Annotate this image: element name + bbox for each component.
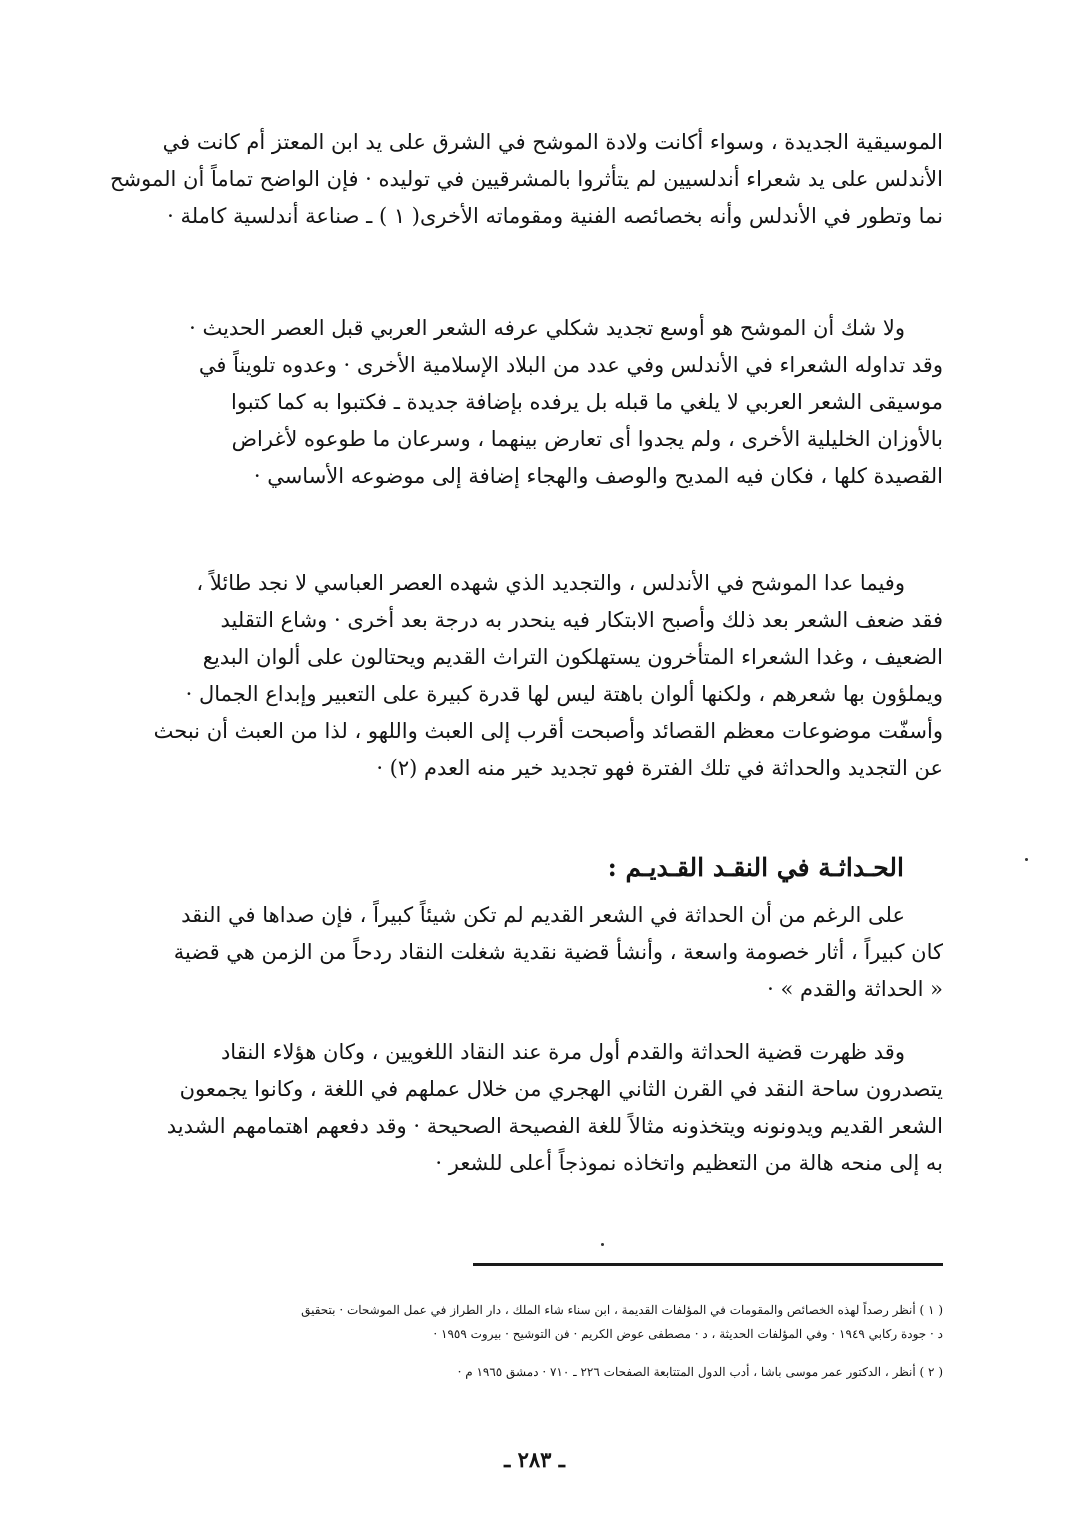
paragraph-line: وقد ظهرت قضية الحداثة والقدم أول مرة عند النقاد اللغويين ، وكان هؤلاء النقاد — [220, 1040, 905, 1064]
paragraph-5 — [93, 1034, 943, 1182]
paragraph-1 — [93, 124, 943, 235]
paragraph-line: الأندلس على يد شعراء أندلسيين لم يتأثروا بالمشرقيين في توليده · فإن الواضح تماماً أن الموشح — [109, 167, 943, 191]
paragraph-line: وقد تداوله الشعراء في الأندلس وفي عدد من البلاد الإسلامية الأخرى · وعدوه تلويناً في — [198, 353, 943, 377]
scan-speck — [601, 1243, 604, 1246]
paragraph-line: ولا شك أن الموشح هو أوسع تجديد شكلي عرفه الشعر العربي قبل العصر الحديث · — [189, 316, 905, 340]
paragraph-line: على الرغم من أن الحداثة في الشعر القديم لم تكن شيئاً كبيراً ، فإن صداها في النقد — [181, 903, 905, 927]
paragraph-line: « الحداثة والقدم » · — [767, 977, 943, 1001]
paragraph-line: به إلى منحه هالة من التعظيم واتخاذه نموذجاً أعلى للشعر · — [435, 1151, 943, 1175]
paragraph-line: كان كبيراً ، أثار خصومة واسعة ، وأنشأ قضية نقدية شغلت النقاد ردحاً من الزمن هي قضية — [173, 940, 943, 964]
footnotes — [93, 1298, 943, 1384]
paragraph-4 — [93, 897, 943, 1008]
page-number: ـ ٢٨٣ ـ — [504, 1447, 565, 1472]
scan-speck — [1025, 858, 1028, 861]
paragraph-3 — [93, 565, 943, 787]
paragraph-line: الموسيقية الجديدة ، وسواء أكانت ولادة الموشح في الشرق على يد ابن المعتز أم كانت في — [162, 130, 943, 154]
paragraph-line: يتصدرون ساحة النقد في القرن الثاني الهجري من خلال عملهم في اللغة ، وكانوا يجمعون — [179, 1077, 943, 1101]
paragraph-line: موسيقى الشعر العربي لا يلغي ما قبله بل يرفده بإضافة جديدة ـ فكتبوا به كما كتبوا — [231, 390, 943, 414]
paragraph-line: عن التجديد والحداثة في تلك الفترة فهو تجديد خير منه العدم (٢) · — [376, 756, 943, 780]
paragraph-line: وأسفّت موضوعات معظم القصائد وأصبحت أقرب إلى العبث واللهو ، لذا من العبث أن نبحث — [153, 719, 943, 743]
footnote-divider — [473, 1263, 943, 1266]
paragraph-line: وفيما عدا الموشح في الأندلس ، والتجديد الذي شهده العصر العباسي لا نجد طائلاً ، — [196, 571, 905, 595]
footnote-line: ( ٢ ) أنظر ، الدكتور عمر موسى باشا ، أدب الدول المتتابعة الصفحات ٢٢٦ ـ ٧١٠ · دمشق ١٩٦٥ م · — [457, 1365, 943, 1379]
paragraph-line: نما وتطور في الأندلس وأنه بخصائصه الفنية ومقوماته الأخرى( ١ ) ـ صناعة أندلسية كاملة · — [167, 204, 943, 228]
paragraph-2 — [93, 310, 943, 495]
paragraph-line: القصيدة كلها ، فكان فيه المديح والوصف والهجاء إضافة إلى موضوعه الأساسي · — [253, 464, 943, 488]
paragraph-line: الضعيف ، وغدا الشعراء المتأخرون يستهلكون التراث القديم ويحتالون على ألوان البديع — [202, 645, 943, 669]
footnote-line: د · جودة ركابي ١٩٤٩ · وفي المؤلفات الحديثة ، د · مصطفى عوض الكريم · فن التوشيح · بيروت ١٩٥٩ · — [433, 1327, 943, 1341]
paragraph-line: بالأوزان الخليلية الأخرى ، ولم يجدوا أى تعارض بينهما ، وسرعان ما طوعوه لأغراض — [231, 427, 943, 451]
section-heading: الحـداثـة في النقـد القـديـم : — [607, 853, 904, 882]
paragraph-line: الشعر القديم ويدونونه ويتخذونه مثالاً للغة الفصيحة الصحيحة · وقد دفعهم اهتمامهم الشديد — [166, 1114, 943, 1138]
footnote-line: ( ١ ) أنظر رصداً لهذه الخصائص والمقومات في المؤلفات القديمة ، ابن سناء شاء الملك ، دار الطراز في عمل الموشحات · بتحقيق — [301, 1303, 943, 1317]
paragraph-line: فقد ضعف الشعر بعد ذلك وأصبح الابتكار فيه ينحدر به درجة بعد أخرى · وشاع التقليد — [220, 608, 943, 632]
paragraph-line: ويملؤون بها شعرهم ، ولكنها ألوان باهتة ليس لها قدرة كبيرة على التعبير وإبداع الجمال · — [185, 682, 943, 706]
